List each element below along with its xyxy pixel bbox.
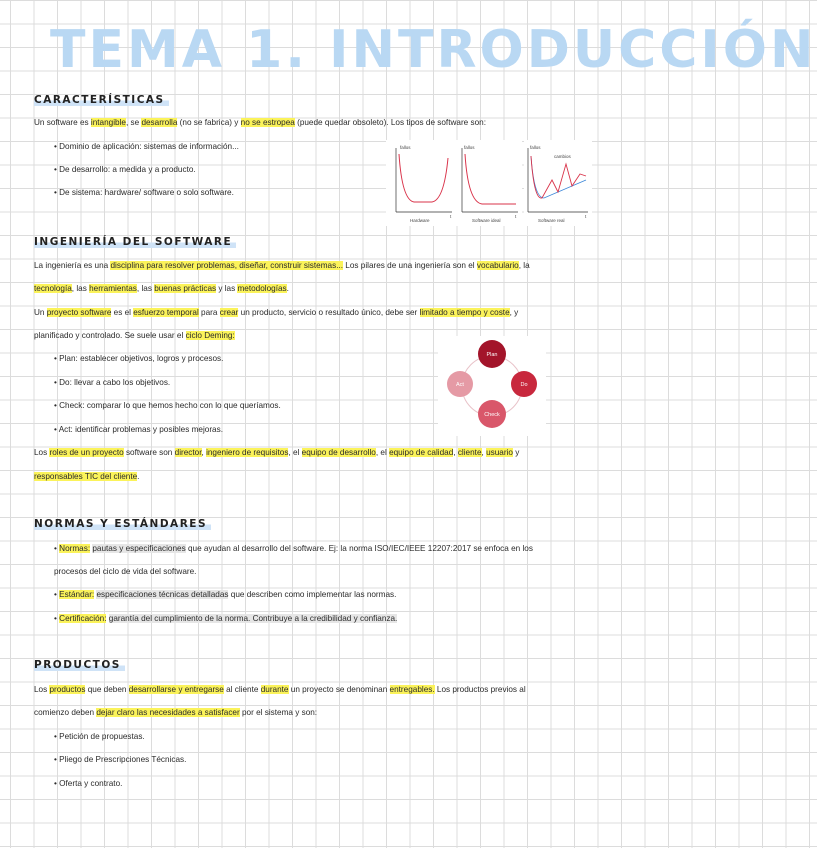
highlighted-text: durante [260, 685, 289, 694]
text-run: , [481, 448, 487, 457]
chart-ideal-curve [465, 154, 516, 204]
bullet-do: • Do: llevar a cabo los objetivos. [54, 378, 171, 387]
text-run: Los [34, 685, 50, 694]
chart-hardware-curve [399, 154, 448, 202]
ingenieria-roles-cont [34, 471, 139, 482]
heading-caracteristicas: CARACTERÍSTICAS [34, 94, 169, 106]
caracteristicas-intro [34, 117, 486, 128]
chart-hardware-tick: t [450, 214, 452, 219]
chart-software-ideal [458, 140, 522, 226]
text-run: al cliente [223, 685, 261, 694]
deming-act-label: Act [456, 382, 464, 388]
text-run: Los productos previos al [434, 685, 526, 694]
chart-real-ylabel: fallos [530, 145, 541, 150]
deming-do-label: Do [520, 382, 528, 388]
text-run: que deben [85, 685, 129, 694]
text-run: • [54, 590, 60, 599]
text-run: que describen como implementar las normas. [228, 590, 397, 599]
bullet-estandar [54, 589, 396, 600]
text-run: por el sistema y son: [239, 708, 318, 717]
chart-real-curve [531, 156, 586, 198]
chart-hardware-xlabel: Hardware [410, 218, 430, 223]
highlighted-text: roles de un proyecto [49, 448, 124, 457]
text-run: (puede quedar obsoleto). Los tipos de software son: [294, 118, 486, 127]
text-run: un producto, servicio o resultado único, debe ser [238, 308, 420, 317]
highlighted-text: productos [49, 685, 86, 694]
text-run: Un software es [34, 118, 91, 127]
text-run: La ingeniería es una [34, 261, 111, 270]
highlighted-text: dejar claro las necesidades a satisfacer [96, 708, 240, 717]
text-run: y [512, 448, 520, 457]
bullet-check: • Check: comparar lo que hemos hecho con lo que queríamos. [54, 401, 281, 410]
highlighted-text: desarrollarse y entregarse [128, 685, 224, 694]
highlighted-text: Estándar: [59, 590, 95, 599]
svg-text:t: t [585, 214, 587, 219]
heading-ingenieria: INGENIERÍA DEL SOFTWARE [34, 236, 236, 248]
text-run: , las [71, 284, 90, 293]
highlighted-text: no se estropea [240, 118, 295, 127]
text-run: , la [518, 261, 530, 270]
highlighted-text: limitado a tiempo y coste [419, 308, 510, 317]
highlighted-text: proyecto software [46, 308, 112, 317]
text-run: que ayudan al desarrollo del software. Ej: la norma ISO/IEC/IEEE 12207:2017 se enfoca en los [185, 544, 533, 553]
text-run: Un [34, 308, 47, 317]
heading-productos: PRODUCTOS [34, 659, 125, 671]
text-run: • [54, 544, 60, 553]
ingenieria-line-3 [34, 307, 518, 318]
bullet-act: • Act: identificar problemas y posibles mejoras. [54, 425, 223, 434]
highlighted-text: intangible [90, 118, 126, 127]
text-run: , las [136, 284, 155, 293]
ingenieria-line-1 [34, 260, 530, 271]
text-run: . [286, 284, 289, 293]
bullet-plan: • Plan: establecer objetivos, logros y procesos. [54, 354, 224, 363]
highlighted-text: cliente [457, 448, 482, 457]
chart-real-annotation: cambios [554, 154, 571, 159]
ingenieria-line-2 [34, 283, 289, 294]
productos-line-2 [34, 707, 317, 718]
highlighted-text: Normas: [59, 544, 91, 553]
text-run: , [453, 448, 458, 457]
text-run: , se [125, 118, 142, 127]
text-run: un proyecto se denominan [288, 685, 390, 694]
chart-real-xlabel: Software real [538, 218, 565, 223]
highlighted-text: crear [219, 308, 239, 317]
deming-cycle-diagram [438, 336, 546, 436]
bullet-peticion: • Petición de propuestas. [54, 732, 145, 741]
highlighted-text: entregables. [389, 685, 435, 694]
deming-check-label: Check [484, 412, 500, 418]
bullet-desarrollo: • De desarrollo: a medida y a producto. [54, 165, 196, 174]
chart-hardware-ylabel: fallos [400, 145, 411, 150]
ingenieria-line-4 [34, 330, 235, 341]
highlighted-text: ciclo Deming: [185, 331, 235, 340]
chart-ideal-ylabel: fallos [464, 145, 475, 150]
bullet-dominio: • Dominio de aplicación: sistemas de información... [54, 142, 239, 151]
text-run: , y [509, 308, 519, 317]
bullet-normas [54, 543, 533, 554]
highlighted-text: equipo de desarrollo [301, 448, 376, 457]
text-run: software son [123, 448, 175, 457]
highlighted-text: ingeniero de requisitos [206, 448, 289, 457]
text-run: es el [111, 308, 134, 317]
bullet-pliego: • Pliego de Prescripciones Técnicas. [54, 755, 187, 764]
text-run: Los pilares de una ingeniería son el [343, 261, 477, 270]
bullet-normas-cont: procesos del ciclo de vida del software. [54, 567, 197, 576]
marked-text: especificaciones técnicas detalladas [96, 590, 229, 599]
chart-hardware [386, 140, 458, 226]
text-run: Los [34, 448, 50, 457]
deming-plan-label: Plan [486, 352, 498, 358]
highlighted-text: esfuerzo temporal [133, 308, 199, 317]
chart-ideal-xlabel: Software ideal [472, 218, 501, 223]
text-run: comienzo deben [34, 708, 97, 717]
bullet-sistema: • De sistema: hardware/ software o solo software. [54, 188, 234, 197]
svg-text:t: t [515, 214, 517, 219]
text-run: . [137, 472, 140, 481]
highlighted-text: vocabulario [476, 261, 519, 270]
highlighted-text: equipo de calidad [389, 448, 454, 457]
highlighted-text: Certificación: [59, 614, 107, 623]
highlighted-text: buenas prácticas [154, 284, 217, 293]
text-run: , el [375, 448, 390, 457]
marked-text: garantía del cumplimiento de la norma. Contribuye a la credibilidad y confianza. [108, 614, 398, 623]
highlighted-text: director [174, 448, 202, 457]
text-run: planificado y controlado. Se suele usar el [34, 331, 186, 340]
heading-normas: NORMAS Y ESTÁNDARES [34, 518, 211, 530]
text-run: , el [288, 448, 302, 457]
highlighted-text: desarrolla [141, 118, 178, 127]
productos-line-1 [34, 684, 526, 695]
chart-software-real [524, 140, 592, 226]
bullet-certificacion [54, 613, 397, 624]
page-title: TEMA 1. INTRODUCCIÓN [50, 20, 817, 80]
bullet-oferta: • Oferta y contrato. [54, 779, 123, 788]
highlighted-text: disciplina para resolver problemas, diseñar, construir sistemas... [110, 261, 344, 270]
highlighted-text: tecnología [34, 284, 72, 293]
text-run: (no se fabrica) y [177, 118, 241, 127]
text-run: , [201, 448, 207, 457]
highlighted-text: herramientas [89, 284, 137, 293]
text-run: • [54, 614, 60, 623]
highlighted-text: metodologías [237, 284, 287, 293]
text-run: y las [216, 284, 238, 293]
highlighted-text: usuario [486, 448, 513, 457]
highlighted-text: responsables TIC del cliente [34, 472, 138, 481]
text-run: para [198, 308, 220, 317]
marked-text: pautas y especificaciones [92, 544, 186, 553]
ingenieria-roles [34, 447, 519, 458]
